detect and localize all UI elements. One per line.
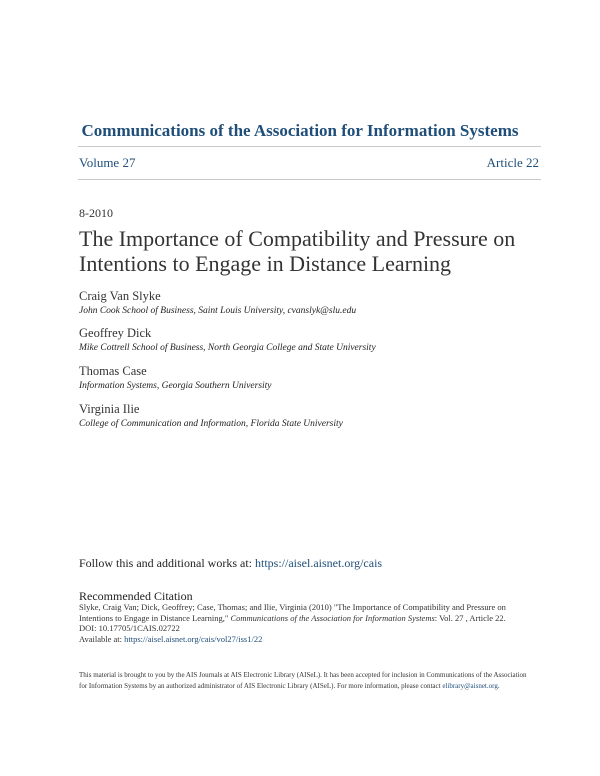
author-name[interactable]: Craig Van Slyke (79, 289, 161, 303)
journal-title: Communications of the Association for Information Systems (81, 121, 519, 140)
author-name[interactable]: Virginia Ilie (79, 402, 140, 416)
footnote (79, 670, 534, 692)
follow-link[interactable]: https://aisel.aisnet.org/cais (255, 556, 383, 570)
citation-authors-title: Slyke, Craig Van; Dick, Geoffrey; Case, Thomas; and Ilie, Virginia (2010) "The Importance of Compatibility and Pressure on Intentions to Engage in Distance Learning," (79, 602, 506, 623)
volume-link[interactable]: Volume 27 (79, 155, 136, 170)
footnote-text: This material is brought to you by the AIS Journals at AIS Electronic Library (AISeL). It has been accepted for inclusion in Communications of the Association for Information Systems by an authorized administrator of AIS Electronic Library (AISeL). For more information, please contact (79, 671, 527, 690)
author-name[interactable]: Geoffrey Dick (79, 326, 152, 340)
citation-text (79, 602, 529, 644)
citation-available-link[interactable]: https://aisel.aisnet.org/cais/vol27/iss1/22 (124, 633, 263, 644)
author-block (79, 402, 343, 429)
follow-text: Follow this and additional works at: (79, 556, 255, 570)
author-affiliation: Information Systems, Georgia Southern University (79, 381, 272, 391)
footnote-email-link[interactable]: elibrary@aisnet.org (442, 682, 498, 690)
header-bottom-divider (78, 179, 541, 180)
author-affiliation: Mike Cottrell School of Business, North Georgia College and State University (79, 343, 376, 353)
header-top-divider (78, 146, 541, 147)
author-affiliation: John Cook School of Business, Saint Louis University, cvanslyk@slu.edu (79, 306, 357, 316)
citation-journal: Communications of the Association for Information Systems (230, 612, 435, 623)
citation-doi: DOI: 10.17705/1CAIS.02722 (79, 623, 180, 633)
follow-line (79, 556, 382, 571)
paper-title: The Importance of Compatibility and Pressure on Intentions to Engage in Distance Learning (79, 226, 516, 276)
article-link[interactable]: Article 22 (486, 155, 539, 170)
citation-volume: : Vol. 27 , Article 22. (434, 612, 506, 623)
author-block (79, 326, 376, 353)
author-block (79, 289, 356, 316)
author-affiliation: College of Communication and Information, Florida State University (79, 419, 343, 429)
citation-heading: Recommended Citation (79, 589, 193, 603)
footnote-end: . (497, 682, 500, 690)
citation-available-label: Available at: (79, 633, 125, 644)
author-block (79, 364, 272, 391)
publication-date: 8-2010 (79, 206, 113, 220)
author-name[interactable]: Thomas Case (79, 364, 147, 378)
